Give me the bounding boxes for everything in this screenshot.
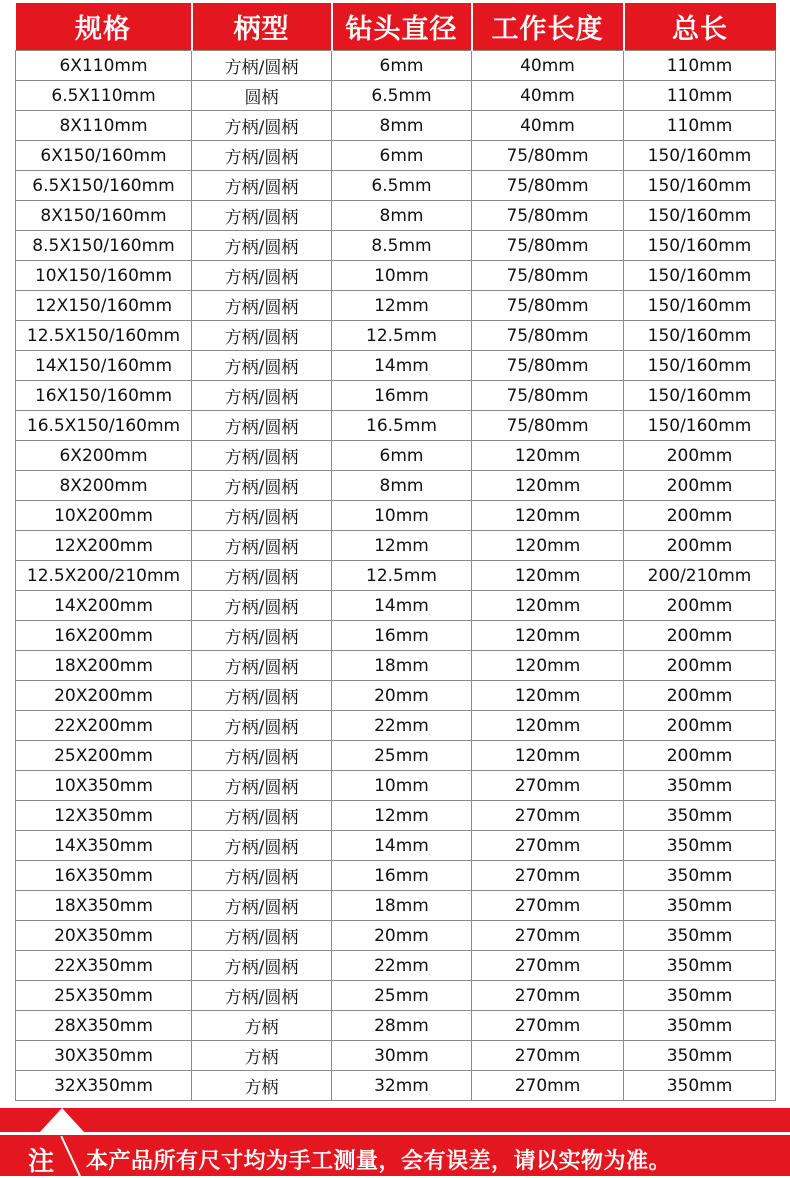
- table-row: [16, 441, 776, 471]
- table-row: [16, 861, 776, 891]
- table-header: [16, 3, 776, 51]
- cell-spec: 22X350mm: [16, 951, 192, 981]
- note-mark: 注: [28, 1147, 55, 1177]
- table-row: [16, 1011, 776, 1041]
- cell-total-length: 200mm: [624, 681, 776, 711]
- cell-working-length: 120mm: [472, 501, 624, 531]
- table-row: [16, 771, 776, 801]
- cell-total-length: 350mm: [624, 1071, 776, 1101]
- table-row: [16, 921, 776, 951]
- table-row: [16, 411, 776, 441]
- table-row: [16, 801, 776, 831]
- cell-spec: 18X200mm: [16, 651, 192, 681]
- cell-shank-type: 方柄: [192, 1071, 332, 1101]
- cell-total-length: 350mm: [624, 1011, 776, 1041]
- cell-working-length: 270mm: [472, 831, 624, 861]
- cell-spec: 10X150/160mm: [16, 261, 192, 291]
- table-row: [16, 1071, 776, 1101]
- cell-spec: 28X350mm: [16, 1011, 192, 1041]
- table-row: [16, 831, 776, 861]
- cell-total-length: 150/160mm: [624, 291, 776, 321]
- table-row: [16, 471, 776, 501]
- cell-working-length: 75/80mm: [472, 291, 624, 321]
- cell-shank-type: 方柄/圆柄: [192, 891, 332, 921]
- cell-total-length: 150/160mm: [624, 261, 776, 291]
- table-row: [16, 741, 776, 771]
- cell-bit-diameter: 12mm: [332, 291, 472, 321]
- cell-spec: 10X200mm: [16, 501, 192, 531]
- cell-working-length: 75/80mm: [472, 231, 624, 261]
- cell-total-length: 350mm: [624, 981, 776, 1011]
- cell-shank-type: 方柄/圆柄: [192, 411, 332, 441]
- cell-working-length: 120mm: [472, 531, 624, 561]
- table-row: [16, 951, 776, 981]
- cell-bit-diameter: 20mm: [332, 921, 472, 951]
- cell-spec: 6.5X110mm: [16, 81, 192, 111]
- cell-shank-type: 方柄/圆柄: [192, 711, 332, 741]
- table-row: [16, 81, 776, 111]
- cell-working-length: 270mm: [472, 771, 624, 801]
- table-row: [16, 621, 776, 651]
- cell-shank-type: 方柄/圆柄: [192, 321, 332, 351]
- cell-shank-type: 方柄/圆柄: [192, 441, 332, 471]
- cell-bit-diameter: 6.5mm: [332, 171, 472, 201]
- cell-spec: 20X200mm: [16, 681, 192, 711]
- table-body: [16, 51, 776, 1101]
- cell-spec: 10X350mm: [16, 771, 192, 801]
- cell-total-length: 200mm: [624, 651, 776, 681]
- cell-bit-diameter: 6mm: [332, 441, 472, 471]
- table-row: [16, 351, 776, 381]
- cell-bit-diameter: 28mm: [332, 1011, 472, 1041]
- cell-spec: 25X350mm: [16, 981, 192, 1011]
- cell-total-length: 150/160mm: [624, 351, 776, 381]
- header-total-length: 总长: [624, 3, 776, 51]
- table-row: [16, 681, 776, 711]
- cell-bit-diameter: 14mm: [332, 351, 472, 381]
- cell-total-length: 110mm: [624, 81, 776, 111]
- cell-bit-diameter: 18mm: [332, 891, 472, 921]
- cell-bit-diameter: 12mm: [332, 531, 472, 561]
- cell-shank-type: 方柄/圆柄: [192, 171, 332, 201]
- table-row: [16, 531, 776, 561]
- cell-total-length: 200mm: [624, 501, 776, 531]
- cell-shank-type: 方柄/圆柄: [192, 651, 332, 681]
- cell-shank-type: 方柄: [192, 1041, 332, 1071]
- cell-spec: 8X200mm: [16, 471, 192, 501]
- cell-total-length: 350mm: [624, 891, 776, 921]
- table-row: [16, 981, 776, 1011]
- cell-shank-type: 方柄/圆柄: [192, 351, 332, 381]
- cell-total-length: 150/160mm: [624, 231, 776, 261]
- cell-spec: 8.5X150/160mm: [16, 231, 192, 261]
- cell-working-length: 75/80mm: [472, 141, 624, 171]
- cell-total-length: 150/160mm: [624, 171, 776, 201]
- cell-spec: 32X350mm: [16, 1071, 192, 1101]
- cell-total-length: 350mm: [624, 861, 776, 891]
- cell-spec: 12.5X150/160mm: [16, 321, 192, 351]
- table-row: [16, 711, 776, 741]
- cell-bit-diameter: 16mm: [332, 621, 472, 651]
- cell-total-length: 150/160mm: [624, 201, 776, 231]
- cell-bit-diameter: 22mm: [332, 711, 472, 741]
- cell-spec: 6.5X150/160mm: [16, 171, 192, 201]
- table-row: [16, 51, 776, 81]
- header-row: [16, 3, 776, 51]
- cell-total-length: 200mm: [624, 531, 776, 561]
- cell-spec: 8X150/160mm: [16, 201, 192, 231]
- cell-bit-diameter: 6.5mm: [332, 81, 472, 111]
- cell-working-length: 120mm: [472, 471, 624, 501]
- cell-working-length: 120mm: [472, 711, 624, 741]
- cell-bit-diameter: 10mm: [332, 261, 472, 291]
- cell-bit-diameter: 16.5mm: [332, 411, 472, 441]
- cell-shank-type: 方柄/圆柄: [192, 951, 332, 981]
- cell-total-length: 350mm: [624, 771, 776, 801]
- table-row: [16, 321, 776, 351]
- cell-bit-diameter: 14mm: [332, 831, 472, 861]
- cell-spec: 25X200mm: [16, 741, 192, 771]
- cell-working-length: 270mm: [472, 1011, 624, 1041]
- cell-working-length: 120mm: [472, 621, 624, 651]
- cell-working-length: 270mm: [472, 1071, 624, 1101]
- cell-shank-type: 方柄/圆柄: [192, 561, 332, 591]
- cell-working-length: 270mm: [472, 921, 624, 951]
- cell-bit-diameter: 6mm: [332, 51, 472, 81]
- cell-working-length: 270mm: [472, 801, 624, 831]
- table-row: [16, 231, 776, 261]
- cell-total-length: 350mm: [624, 951, 776, 981]
- cell-working-length: 75/80mm: [472, 381, 624, 411]
- cell-shank-type: 方柄/圆柄: [192, 981, 332, 1011]
- cell-bit-diameter: 12.5mm: [332, 561, 472, 591]
- cell-working-length: 75/80mm: [472, 201, 624, 231]
- cell-working-length: 75/80mm: [472, 261, 624, 291]
- cell-bit-diameter: 25mm: [332, 741, 472, 771]
- cell-total-length: 350mm: [624, 831, 776, 861]
- cell-bit-diameter: 12mm: [332, 801, 472, 831]
- cell-bit-diameter: 14mm: [332, 591, 472, 621]
- cell-working-length: 120mm: [472, 651, 624, 681]
- cell-working-length: 120mm: [472, 741, 624, 771]
- table-row: [16, 171, 776, 201]
- cell-shank-type: 方柄: [192, 1011, 332, 1041]
- cell-total-length: 200mm: [624, 591, 776, 621]
- cell-shank-type: 方柄/圆柄: [192, 261, 332, 291]
- cell-shank-type: 方柄/圆柄: [192, 531, 332, 561]
- cell-total-length: 150/160mm: [624, 381, 776, 411]
- cell-shank-type: 方柄/圆柄: [192, 831, 332, 861]
- table-row: [16, 501, 776, 531]
- cell-spec: 14X200mm: [16, 591, 192, 621]
- cell-spec: 12X150/160mm: [16, 291, 192, 321]
- footer-banner: [0, 1108, 790, 1176]
- cell-spec: 16X150/160mm: [16, 381, 192, 411]
- cell-shank-type: 方柄/圆柄: [192, 231, 332, 261]
- cell-spec: 8X110mm: [16, 111, 192, 141]
- cell-shank-type: 方柄/圆柄: [192, 111, 332, 141]
- cell-shank-type: 方柄/圆柄: [192, 741, 332, 771]
- cell-total-length: 150/160mm: [624, 411, 776, 441]
- cell-bit-diameter: 30mm: [332, 1041, 472, 1071]
- cell-total-length: 350mm: [624, 921, 776, 951]
- cell-spec: 16X350mm: [16, 861, 192, 891]
- cell-spec: 22X200mm: [16, 711, 192, 741]
- cell-shank-type: 方柄/圆柄: [192, 141, 332, 171]
- cell-total-length: 200mm: [624, 471, 776, 501]
- cell-spec: 14X350mm: [16, 831, 192, 861]
- cell-bit-diameter: 16mm: [332, 861, 472, 891]
- table-row: [16, 891, 776, 921]
- cell-shank-type: 方柄/圆柄: [192, 471, 332, 501]
- cell-shank-type: 方柄/圆柄: [192, 801, 332, 831]
- cell-bit-diameter: 20mm: [332, 681, 472, 711]
- table-row: [16, 651, 776, 681]
- cell-shank-type: 方柄/圆柄: [192, 921, 332, 951]
- cell-working-length: 120mm: [472, 591, 624, 621]
- cell-total-length: 200mm: [624, 741, 776, 771]
- cell-total-length: 200mm: [624, 441, 776, 471]
- cell-bit-diameter: 8mm: [332, 201, 472, 231]
- cell-total-length: 110mm: [624, 51, 776, 81]
- cell-shank-type: 方柄/圆柄: [192, 621, 332, 651]
- spec-table: [15, 3, 776, 1101]
- cell-shank-type: 方柄/圆柄: [192, 381, 332, 411]
- header-shank-type: 柄型: [192, 3, 332, 51]
- table-row: [16, 591, 776, 621]
- cell-working-length: 270mm: [472, 1041, 624, 1071]
- cell-bit-diameter: 10mm: [332, 501, 472, 531]
- table-row: [16, 291, 776, 321]
- cell-spec: 6X200mm: [16, 441, 192, 471]
- cell-working-length: 270mm: [472, 861, 624, 891]
- table-row: [16, 561, 776, 591]
- cell-working-length: 40mm: [472, 81, 624, 111]
- cell-working-length: 75/80mm: [472, 411, 624, 441]
- cell-bit-diameter: 6mm: [332, 141, 472, 171]
- cell-bit-diameter: 8mm: [332, 111, 472, 141]
- cell-bit-diameter: 18mm: [332, 651, 472, 681]
- cell-total-length: 200mm: [624, 711, 776, 741]
- cell-shank-type: 方柄/圆柄: [192, 681, 332, 711]
- cell-working-length: 270mm: [472, 891, 624, 921]
- cell-shank-type: 方柄/圆柄: [192, 51, 332, 81]
- cell-working-length: 75/80mm: [472, 351, 624, 381]
- cell-working-length: 75/80mm: [472, 171, 624, 201]
- disclaimer-text: 本产品所有尺寸均为手工测量，会有误差，请以实物为准。: [86, 1149, 672, 1174]
- header-spec: 规格: [16, 3, 192, 51]
- cell-bit-diameter: 8.5mm: [332, 231, 472, 261]
- cell-shank-type: 方柄/圆柄: [192, 291, 332, 321]
- cell-working-length: 40mm: [472, 111, 624, 141]
- cell-bit-diameter: 25mm: [332, 981, 472, 1011]
- header-working-length: 工作长度: [472, 3, 624, 51]
- cell-shank-type: 方柄/圆柄: [192, 201, 332, 231]
- cell-total-length: 200mm: [624, 621, 776, 651]
- cell-bit-diameter: 12.5mm: [332, 321, 472, 351]
- cell-working-length: 270mm: [472, 981, 624, 1011]
- table-row: [16, 141, 776, 171]
- table-row: [16, 201, 776, 231]
- cell-spec: 12.5X200/210mm: [16, 561, 192, 591]
- cell-bit-diameter: 32mm: [332, 1071, 472, 1101]
- cell-working-length: 270mm: [472, 951, 624, 981]
- cell-spec: 6X110mm: [16, 51, 192, 81]
- cell-spec: 6X150/160mm: [16, 141, 192, 171]
- cell-spec: 30X350mm: [16, 1041, 192, 1071]
- cell-shank-type: 方柄/圆柄: [192, 591, 332, 621]
- cell-bit-diameter: 22mm: [332, 951, 472, 981]
- cell-total-length: 150/160mm: [624, 141, 776, 171]
- cell-shank-type: 方柄/圆柄: [192, 771, 332, 801]
- cell-total-length: 150/160mm: [624, 321, 776, 351]
- cell-spec: 12X350mm: [16, 801, 192, 831]
- cell-total-length: 110mm: [624, 111, 776, 141]
- cell-working-length: 75/80mm: [472, 321, 624, 351]
- cell-working-length: 120mm: [472, 561, 624, 591]
- table-row: [16, 261, 776, 291]
- cell-shank-type: 方柄/圆柄: [192, 501, 332, 531]
- table-row: [16, 1041, 776, 1071]
- cell-spec: 16.5X150/160mm: [16, 411, 192, 441]
- header-bit-diameter: 钻头直径: [332, 3, 472, 51]
- cell-spec: 12X200mm: [16, 531, 192, 561]
- slash-divider: [60, 1136, 81, 1178]
- cell-spec: 16X200mm: [16, 621, 192, 651]
- cell-spec: 18X350mm: [16, 891, 192, 921]
- cell-working-length: 120mm: [472, 441, 624, 471]
- cell-shank-type: 方柄/圆柄: [192, 861, 332, 891]
- cell-bit-diameter: 8mm: [332, 471, 472, 501]
- cell-shank-type: 圆柄: [192, 81, 332, 111]
- cell-bit-diameter: 10mm: [332, 771, 472, 801]
- cell-spec: 14X150/160mm: [16, 351, 192, 381]
- cell-total-length: 350mm: [624, 801, 776, 831]
- table-row: [16, 381, 776, 411]
- table-row: [16, 111, 776, 141]
- cell-working-length: 40mm: [472, 51, 624, 81]
- cell-working-length: 120mm: [472, 681, 624, 711]
- cell-total-length: 200/210mm: [624, 561, 776, 591]
- triangle-notch: [40, 1108, 84, 1132]
- footer-divider: [0, 1132, 790, 1135]
- cell-total-length: 350mm: [624, 1041, 776, 1071]
- cell-spec: 20X350mm: [16, 921, 192, 951]
- cell-bit-diameter: 16mm: [332, 381, 472, 411]
